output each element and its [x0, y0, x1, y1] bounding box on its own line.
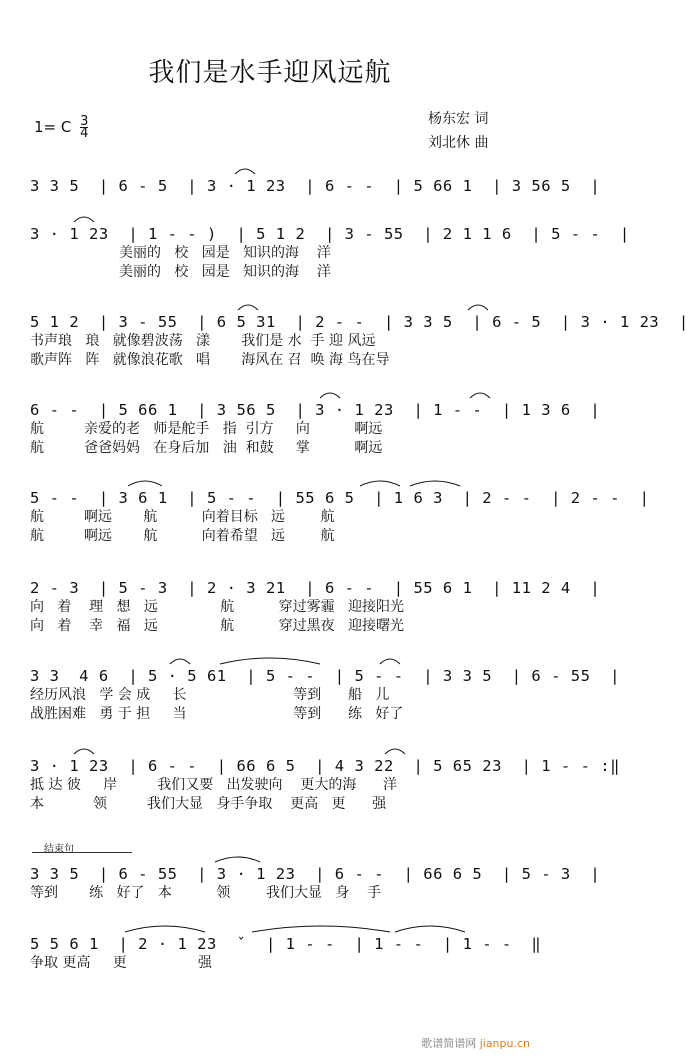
- watermark-url: jianpu.cn: [479, 1037, 530, 1050]
- lyrics-verse-1: 航 啊远 航 向着目标 远 航: [30, 509, 335, 525]
- key-signature: [34, 116, 88, 139]
- lyrics-verse-1: 抵 达 彼 岸 我们又要 出发驶向 更大的海 洋: [30, 777, 398, 793]
- staff-line-5: [30, 488, 650, 546]
- notes: 3 · 1 23 | 6 - - | 66 6 5 | 4 3 22 | 5 65 23 | 1 - - :‖: [30, 757, 620, 775]
- notes: 3 3 5 | 6 - 55 | 3 · 1 23 | 6 - - | 66 6 5 | 5 - 3 |: [30, 865, 601, 883]
- ending-section-rule: [32, 852, 132, 853]
- watermark-site: 歌谱简谱网: [421, 1037, 477, 1050]
- ending-section-label: 结束句: [44, 844, 74, 855]
- lyrics-verse-1: 等到 练 好了 本 领 我们大显 身 手: [30, 885, 382, 901]
- notes: 5 5 6 1 | 2 · 1 23 ˇ | 1 - - | 1 - - | 1 - - ‖: [30, 935, 542, 953]
- staff-line-6: [30, 578, 601, 636]
- notes: 3 · 1 23 | 1 - - ) | 5 1 2 | 3 - 55 | 2 1 1 6 | 5 - - |: [30, 225, 630, 243]
- lyrics-verse-1: 书声琅 琅 就像碧波荡 漾 我们是 水 手 迎 风远: [30, 333, 376, 349]
- lyrics-verse-1: 经历风浪 学 会 成 长 等到 船 儿: [30, 687, 390, 703]
- time-signature-unit: 4: [80, 126, 89, 141]
- song-title: 我们是水手迎风远航: [148, 58, 392, 88]
- staff-line-10: [30, 934, 542, 973]
- lyrics-verse-1: 航 亲爱的老 师是舵手 指 引方 向 啊远: [30, 421, 383, 437]
- notes: 3 3 4 6 | 5 · 5 61 | 5 - - | 5 - - | 3 3 5 | 6 - 55 |: [30, 667, 620, 685]
- site-watermark: [421, 1035, 530, 1051]
- time-signature: [80, 116, 88, 139]
- staff-line-9: [30, 864, 601, 903]
- lyrics-verse-2: 本 领 我们大显 身手争取 更高 更 强: [30, 796, 387, 812]
- notes: 2 - 3 | 5 - 3 | 2 · 3 21 | 6 - - | 55 6 1 | 11 2 4 |: [30, 579, 601, 597]
- lyrics-verse-2: 战胜困难 勇 于 担 当 等到 练 好了: [30, 706, 404, 722]
- staff-line-3: [30, 312, 689, 370]
- staff-line-8: [30, 756, 620, 814]
- staff-line-7: [30, 666, 620, 724]
- lyrics-verse-1: 向 着 理 想 远 航 穿过雾霾 迎接阳光: [30, 599, 405, 615]
- lyricist-credit: 杨东宏 词: [428, 111, 489, 127]
- lyrics-verse-1: 美丽的 校 园是 知识的海 洋: [30, 245, 331, 261]
- staff-line-2: [30, 224, 630, 282]
- notes: 5 1 2 | 3 - 55 | 6 5 31 | 2 - - | 3 3 5 | 6 - 5 | 3 · 1 23 |: [30, 313, 689, 331]
- lyrics-verse-2: 航 啊远 航 向着希望 远 航: [30, 528, 335, 544]
- notes: 3 3 5 | 6 - 5 | 3 · 1 23 | 6 - - | 5 66 1 | 3 56 5 |: [30, 177, 601, 195]
- notes: 5 - - | 3 6 1 | 5 - - | 55 6 5 | 1 6 3 | 2 - - | 2 - - |: [30, 489, 650, 507]
- lyrics-verse-2: 向 着 幸 福 远 航 穿过黑夜 迎接曙光: [30, 618, 405, 634]
- lyrics-verse-1: 争取 更高 更 强: [30, 955, 212, 971]
- time-signature-beats: 3: [80, 114, 89, 129]
- notes: 6 - - | 5 66 1 | 3 56 5 | 3 · 1 23 | 1 - - | 1 3 6 |: [30, 401, 601, 419]
- staff-line-4: [30, 400, 601, 458]
- lyrics-verse-2: 美丽的 校 园是 知识的海 洋: [30, 264, 331, 280]
- staff-line-1: [30, 176, 601, 196]
- lyrics-verse-2: 航 爸爸妈妈 在身后加 油 和鼓 掌 啊远: [30, 440, 383, 456]
- key-label: 1= C: [34, 118, 72, 136]
- composer-credit: 刘北休 曲: [428, 135, 489, 151]
- lyrics-verse-2: 歌声阵 阵 就像浪花歌 唱 海风在 召 唤 海 鸟在导: [30, 352, 390, 368]
